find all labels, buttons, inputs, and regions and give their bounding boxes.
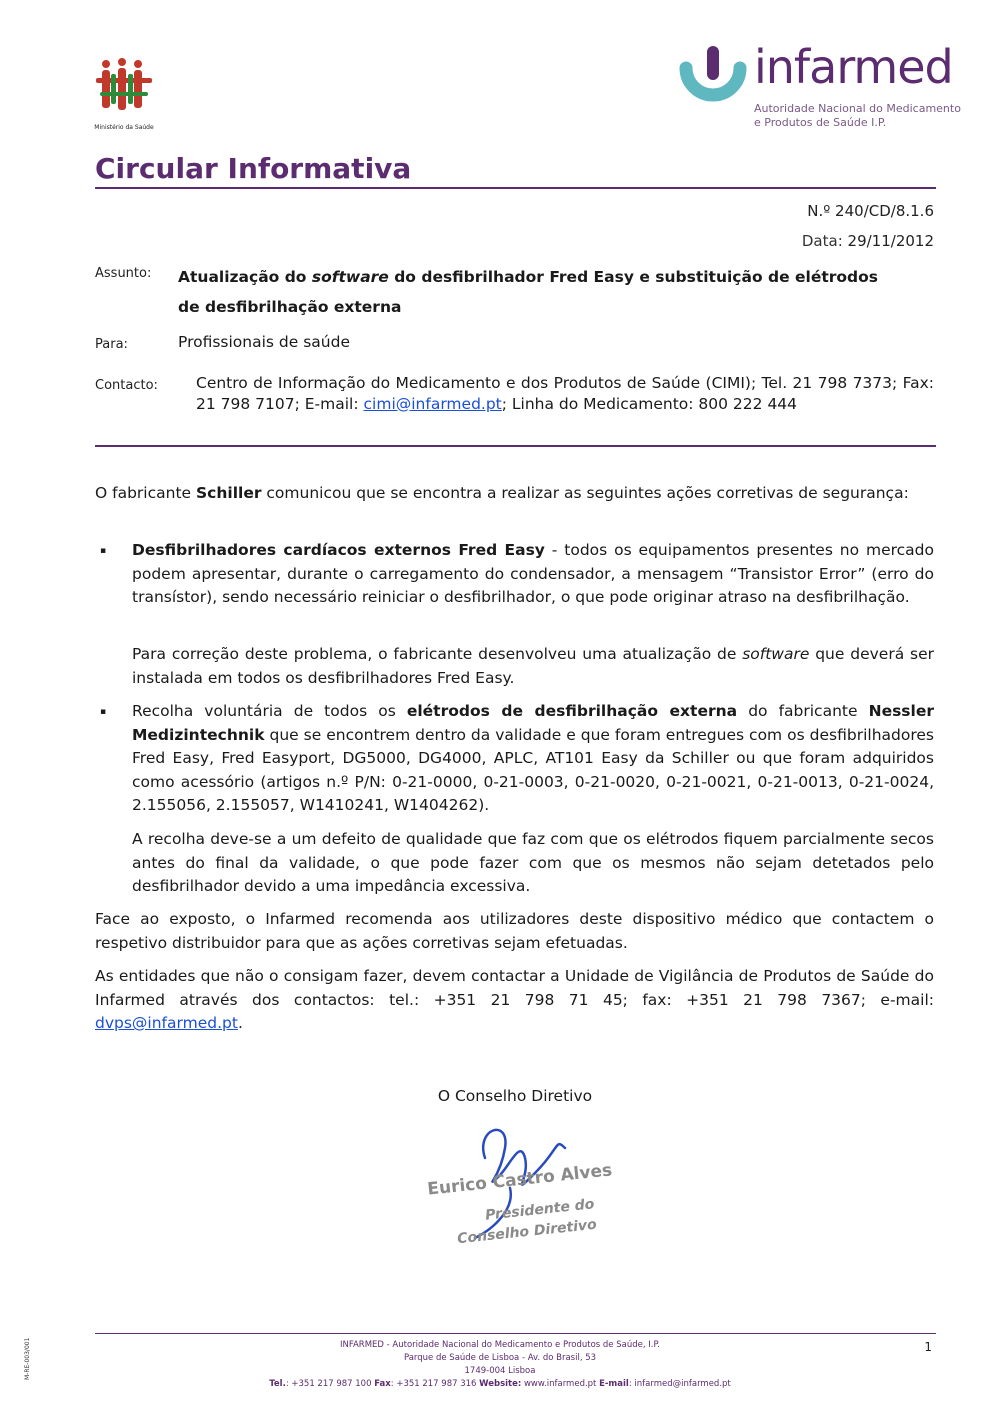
subject-line1: Atualização do software do desfibrilhador Fred Easy e substituição de elétrodos — [178, 268, 879, 286]
subject-text — [178, 262, 936, 322]
subject-line2: de desfibrilhação externa — [178, 298, 402, 316]
contact-text: Centro de Informação do Medicamento e dos Produtos de Saúde (CIMI); Tel. 21 798 7373; Fax: 21 798 7107; E-mail: cimi@infarmed.pt; Linha do Medicamento: 800 222 444 — [196, 374, 934, 413]
manufacturer-name: Schiller — [196, 484, 262, 502]
recipients-value: Profissionais de saúde — [178, 333, 350, 351]
stamp-name: Eurico Castro Alves — [426, 1160, 614, 1200]
recommendation-paragraph: Face ao exposto, o Infarmed recomenda aos utilizadores deste dispositivo médico que contactem o respetivo distribuidor para que as ações corretivas sejam efetuadas. — [95, 910, 934, 952]
bullet1-heading: Desfibrilhadores cardíacos externos Fred Easy — [132, 541, 545, 559]
page-title: Circular Informativa — [95, 152, 412, 185]
form-code: M-RE-003/001 — [24, 1337, 31, 1380]
cimi-email-link[interactable]: cimi@infarmed.pt — [363, 394, 502, 413]
footer-line3: 1749-004 Lisboa — [464, 1366, 536, 1376]
bullet2-paragraph-2: A recolha deve-se a um defeito de qualidade que faz com que os elétrodos fiquem parcialmente secos antes do final da validade, o que pode fazer com que os mesmos não sejam detetados pelo desfibrilhador devido a uma impedância excessiva. — [132, 830, 934, 895]
page-number: 1 — [924, 1340, 932, 1354]
bullet-marker-1: ▪ — [100, 546, 107, 556]
contact-paragraph: As entidades que não o consigam fazer, devem contactar a Unidade de Vigilância de Produtos de Saúde do Infarmed através dos contactos: tel.: +351 21 798 71 45; fax: +351 21 798 7367; e-mail: dvps@infarmed.pt. — [95, 967, 934, 1032]
date-value: 29/11/2012 — [847, 232, 934, 250]
infarmed-emblem-icon — [678, 46, 748, 116]
circular-number: N.º 240/CD/8.1.6 — [807, 202, 934, 220]
brand-subtitle-line1: Autoridade Nacional do Medicamento — [754, 102, 961, 115]
footer-contacts: Tel.: +351 217 987 100 Fax: +351 217 987 316 Website: www.infarmed.pt E-mail: infarmed@infarmed.pt — [269, 1379, 731, 1389]
stamp-role-line2: Conselho Diretivo — [456, 1216, 598, 1248]
brand-name: infarmed — [754, 40, 953, 94]
subject-italic: software — [311, 268, 389, 286]
circular-date — [802, 232, 934, 250]
brand-subtitle — [754, 102, 961, 130]
ministry-emblem-icon — [92, 56, 156, 118]
title-divider — [95, 187, 936, 189]
footer-line1: INFARMED - Autoridade Nacional do Medicamento e Produtos de Saúde, I.P. — [340, 1340, 660, 1350]
date-label: Data: — [801, 232, 843, 250]
ministry-logo — [92, 56, 156, 131]
infarmed-logo — [678, 40, 961, 140]
intro-paragraph: O fabricante Schiller comunicou que se encontra a realizar as seguintes ações corretivas de segurança: — [95, 484, 909, 502]
header-divider — [95, 445, 936, 447]
brand-subtitle-line2: e Produtos de Saúde I.P. — [754, 116, 887, 129]
recipients-label: Para: — [95, 337, 128, 352]
footer-line2: Parque de Saúde de Lisboa - Av. do Brasil, 53 — [403, 1353, 597, 1363]
bullet-marker-2: ▪ — [100, 707, 107, 717]
closing-text: O Conselho Diretivo — [437, 1087, 593, 1105]
stamp-role-line1: Presidente do — [484, 1196, 596, 1224]
ministry-label: Ministério da Saúde — [94, 124, 154, 131]
signature-stamp — [415, 1118, 630, 1258]
bullet-item-2: Recolha voluntária de todos os elétrodos de desfibrilhação externa do fabricante Nessler Medizintechnik que se encontrem dentro da validade e que foram entregues com os desfibrilhadores Fred Easy, Fred Easyport, DG5000, DG4000, APLC, AT101 Easy da Schiller ou que foram adquiridos como acessório (artigos n.º P/N: 0-21-0000, 0-21-0003, 0-21-0020, 0-21-0021, 0-21-0013, 0-21-0024, 2.155056, 2.155057, W1410241, W1404262). — [132, 702, 934, 814]
footer-divider — [95, 1333, 936, 1334]
dvps-email-link[interactable]: dvps@infarmed.pt — [95, 1014, 238, 1032]
bullet1-paragraph-2: Para correção deste problema, o fabricante desenvolveu uma atualização de software que deverá ser instalada em todos os desfibrilhadores Fred Easy. — [132, 645, 934, 687]
subject-label: Assunto: — [95, 266, 152, 281]
bullet-item-1: Desfibrilhadores cardíacos externos Fred Easy - todos os equipamentos presentes no mercado podem apresentar, durante o carregamento do condensador, a mensagem “Transistor Error” (erro do transístor), sendo necessário reiniciar o desfibrilhador, o que pode originar atraso na desfibrilhação. — [132, 541, 934, 606]
contact-label: Contacto: — [95, 378, 158, 393]
footer-address — [240, 1339, 760, 1391]
